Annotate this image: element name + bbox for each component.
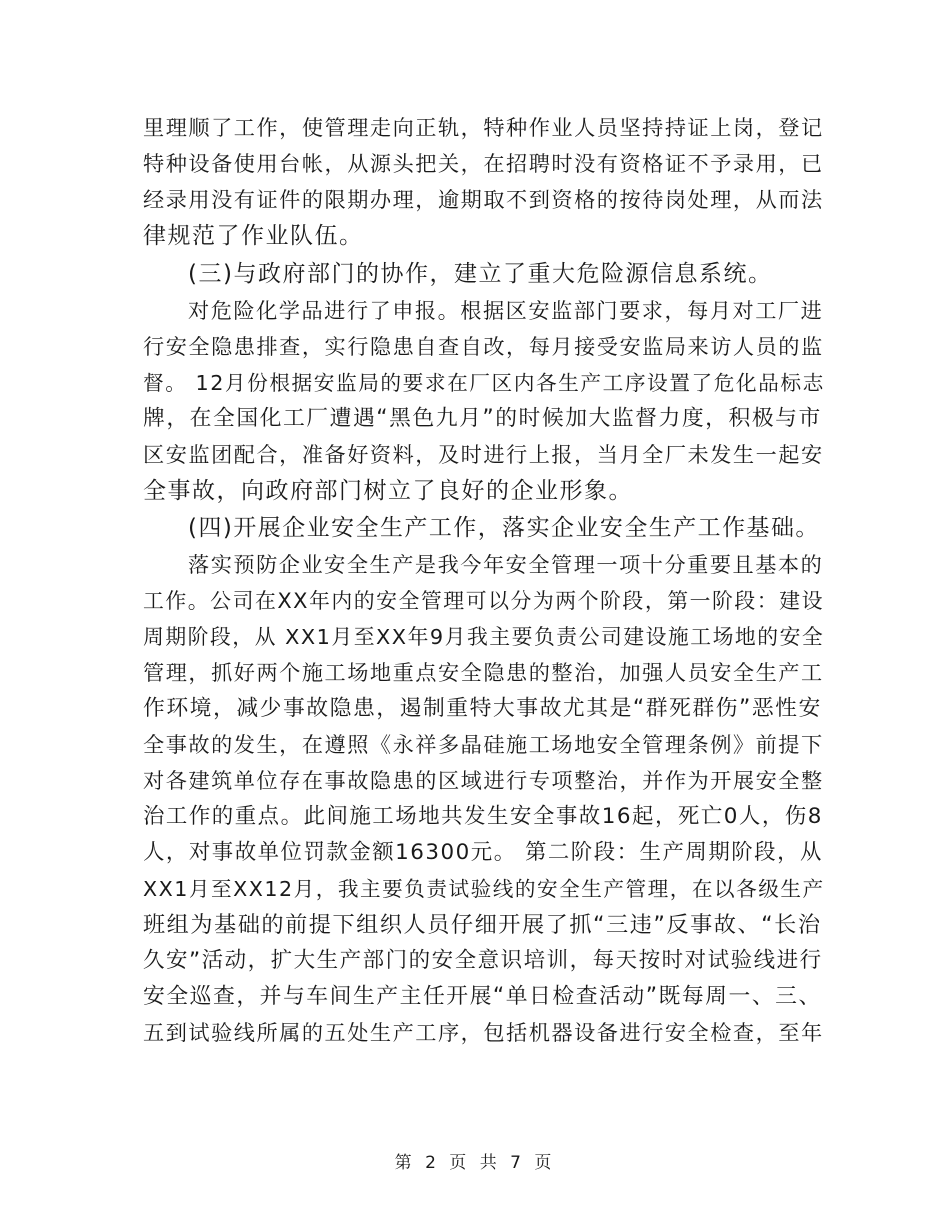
text-line: 全事故的发生，在遵照《永祥多晶硅施工场地安全管理条例》前提下 [143, 732, 824, 757]
text-line: 安全巡查，并与车间生产主任开展“单日检查活动”既每周一、三、 [143, 984, 822, 1009]
text-line: 督。 12月份根据安监局的要求在厂区内各生产工序设置了危化品标志 [143, 371, 825, 395]
text-line: 对危险化学品进行了申报。根据区安监部门要求，每月对工厂进 [188, 298, 824, 323]
text-line: 区安监团配合，准备好资料，及时进行上报，当月全厂未发生一起安 [143, 442, 824, 467]
text-line: 久安”活动，扩大生产部门的安全意识培训，每天按时对试验线进行 [143, 948, 823, 973]
text-line: 五到试验线所属的五处生产工序，包括机器设备进行安全检查，至年 [143, 1020, 824, 1045]
text-line: XX1月至XX12月，我主要负责试验线的安全生产管理，在以各级生产 [143, 877, 825, 901]
text-line: 治工作的重点。此间施工场地共发生安全事故16起，死亡0人，伤8 [143, 804, 823, 829]
text-line: 特种设备使用台帐，从源头把关，在招聘时没有资格证不予录用，已 [143, 151, 824, 176]
section-heading: (四)开展企业安全生产工作，落实企业安全生产工作基础。 [188, 515, 820, 541]
text-line: 落实预防企业安全生产是我今年安全管理一项十分重要且基本的 [188, 552, 824, 577]
text-line: 班组为基础的前提下组织人员仔细开展了抓“三违”反事故、“长治 [143, 912, 822, 938]
text-line: 里理顺了工作，使管理走向正轨，特种作业人员坚持持证上岗，登记 [143, 115, 824, 140]
text-line: 作环境，减少事故隐患，遏制重特大事故尤其是“群死群伤”恶性安 [143, 696, 822, 721]
text-line: 牌，在全国化工厂遭遇“黑色九月”的时候加大监督力度，积极与市 [143, 406, 822, 431]
text-line: 对各建筑单位存在事故隐患的区域进行专项整治，并作为开展安全整 [143, 768, 824, 793]
text-line: 行安全隐患排查，实行隐患自查自改，每月接受安监局来访人员的监 [143, 334, 824, 359]
text-line: 全事故，向政府部门树立了良好的企业形象。 [143, 478, 633, 504]
text-line: 人，对事故单位罚款金额16300元。 第二阶段：生产周期阶段，从 [143, 840, 823, 865]
text-line: 周期阶段，从 XX1月至XX年9月我主要负责公司建设施工场地的安全 [143, 625, 825, 649]
text-line: 律规范了作业队伍。 [143, 223, 364, 249]
text-line: 经录用没有证件的限期办理，逾期取不到资格的按待岗处理，从而法 [143, 187, 824, 212]
text-line: 工作。公司在XX年内的安全管理可以分为两个阶段，第一阶段：建设 [143, 589, 824, 613]
page-number: 第 2 页 共 7 页 [394, 1153, 556, 1173]
text-line: 管理，抓好两个施工场地重点安全隐患的整治，加强人员安全生产工 [143, 660, 824, 685]
section-heading: (三)与政府部门的协作，建立了重大危险源信息系统。 [188, 261, 773, 287]
